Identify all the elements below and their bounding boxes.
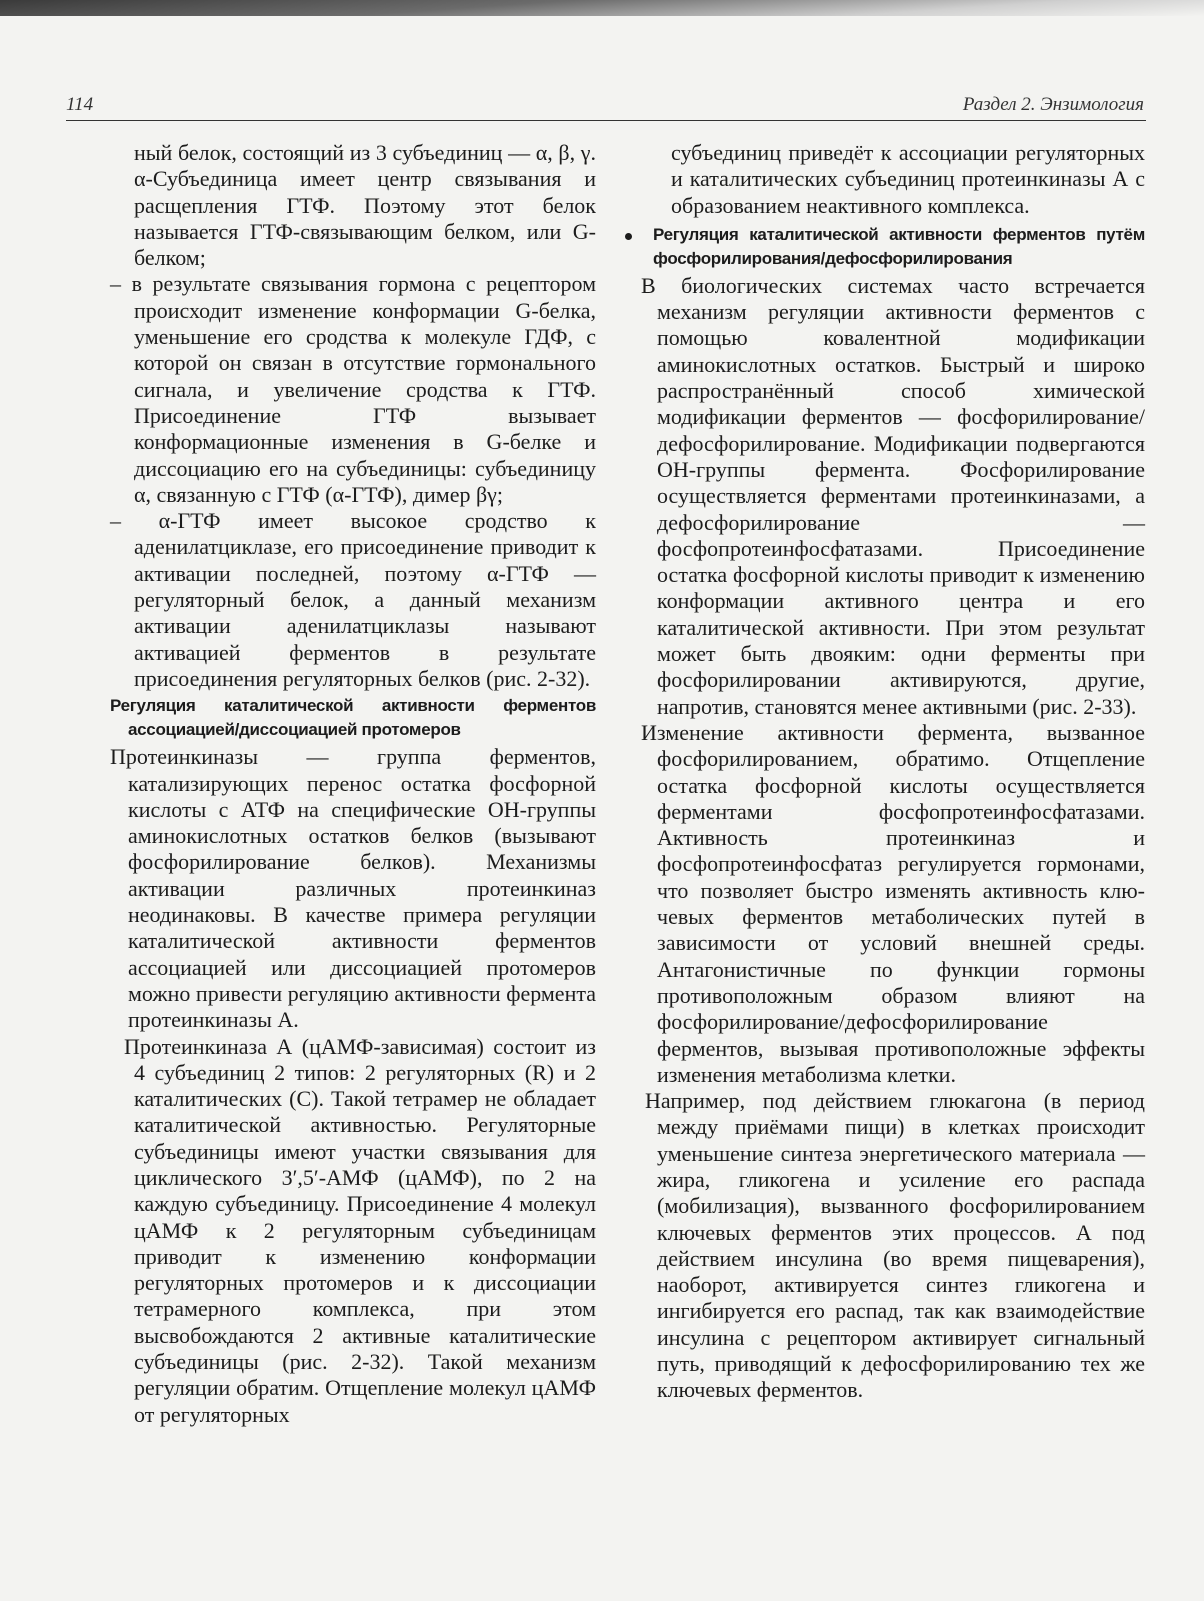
paragraph: В биологических системах часто встречается механизм регуляции активности ферментов с помощью ковалентной модификации аминокислотных остатков. Быстрый и широко распространённый способ химической модификации ферментов — фосфорилирование/дефосфорилирование. Модификации подвергаются ОН-группы фермента. Фосфорилирование осуществляется ферментами протеинкиназами, а дефосфорилирование — фосфопротеинфосфатазами. Присоединение остатка фосфорной кислоты приводит к изменению конформации активного центра и его каталитической активности. При этом результат может быть двояким: одни ферменты при фосфорилировании активируются, другие, напротив, становятся менее активными (рис. 2-33). xyxy=(641,272,1145,719)
section-heading: Регуляция каталитической активности ферментов ассоциацией/диссоциацией протомеров xyxy=(110,696,596,740)
paragraph: Протеинкиназы — группа ферментов, катализирующих перенос остатка фосфорной кислоты с АТФ на специфические ОН-группы аминокислотных остатков белков (вызывают фосфорилирование белков). Механизмы активации различных протеинкиназ неодинаковы. В качестве примера регуляции каталитической активности ферментов ассоциацией или диссоциацией протомеров можно привести регуляцию активности фермента протеинкиназы А. xyxy=(110,744,596,1033)
running-header xyxy=(66,90,1146,120)
paragraph: Протеинкиназа А (цАМФ-зависимая) состоит из 4 субъединиц 2 типов: 2 регуляторных (R) и 2 каталитических (С). Такой тетрамер не обладает каталитической активностью. Регуляторные субъединицы имеют участки связывания для циклического 3′,5′-АМФ (цАМФ), по 2 на каждую субъединицу. Присоединение 4 молекул цАМФ к 2 регуляторным субъединицам приводит к изменению конформации регуляторных протомеров и к диссоциации тетрамерного комплекса, при этом высвобождаются 2 активные каталитические субъединицы (рис. 2-32). Такой механизм регуляции обратим. Отщепление молекул цАМФ от регуляторных xyxy=(124,1033,596,1427)
bullet-heading xyxy=(625,223,1145,271)
paragraph: Изменение активности фермента, вызванное фосфорилированием, обратимо. Отщепление остатка фосфорной кислоты осуществляется ферментами фосфопротеинфосфатазами. Активность протеинкиназ и фосфопротеинфосфатаз регулируется гормонами, что позволяет быстро изменять активность клю-чевых ферментов метаболических путей в зависимости от условий внешней среды. Антагонистичные по функции гормоны противоположным образом влияют на фосфорилирование/дефосфорилирование ферментов, вызывая противоположные эффекты изменения метаболизма клетки. xyxy=(641,719,1145,1087)
header-rule xyxy=(66,120,1146,121)
page-number: 114 xyxy=(66,94,94,115)
bullet-icon xyxy=(625,233,632,240)
paragraph: субъединиц приведёт к ассоциации регуляторных и каталитических субъединиц протеинкиназы А с образованием неактивного комплекса. xyxy=(671,140,1145,218)
section-title: Раздел 2. Энзимология xyxy=(962,94,1144,115)
paragraph: Например, под действием глюкагона (в период между приёмами пищи) в клетках происходит уменьшение синтеза энергетического материала — жира, гликогена и усиление его распада (мобилизация), вызванного фосфорилированием ключевых ферментов этих процессов. А под действием инсулина (во время пищеварения), наоборот, активируется синтез гликогена и ингибируется его распад, так как взаимодействие инсулина с рецептором активирует сигнальный путь, приводящий к дефосфорилированию тех же ключевых ферментов. xyxy=(645,1088,1145,1403)
paragraph: ный белок, состоящий из 3 субъединиц — α, β, γ. α-Субъединица имеет центр связывания и расщепления ГТФ. Поэтому этот белок называется ГТФ-связывающим белком, или G-белком; xyxy=(134,140,596,271)
list-item-dash: – в результате связывания гормона с рецептором происходит изменение конформации G-белка, уменьшение его сродства к молекуле ГДФ, с которой он связан в отсутствие гормонального сигнала, и увеличение сродства к ГТФ. Присоединение ГТФ вызывает конформационные изменения в G-белке и диссоциацию его на субъединицы: субъединицу α, связанную с ГТФ (α-ГТФ), димер βγ; xyxy=(110,271,596,507)
left-column xyxy=(110,140,596,1428)
scan-edge-shadow xyxy=(0,0,1204,16)
right-column xyxy=(625,140,1145,1404)
list-item-dash: – α-ГТФ имеет высокое сродство к аденилатциклазе, его присоединение приводит к активации последней, поэтому α-ГТФ — регуляторный белок, а данный механизм активации аденилатциклазы называют активацией ферментов в результате присоединения регуляторных белков (рис. 2-32). xyxy=(110,508,596,691)
section-heading: Регуляция каталитической активности ферментов путём фосфорилирования/дефосфорилирования xyxy=(653,224,1145,268)
